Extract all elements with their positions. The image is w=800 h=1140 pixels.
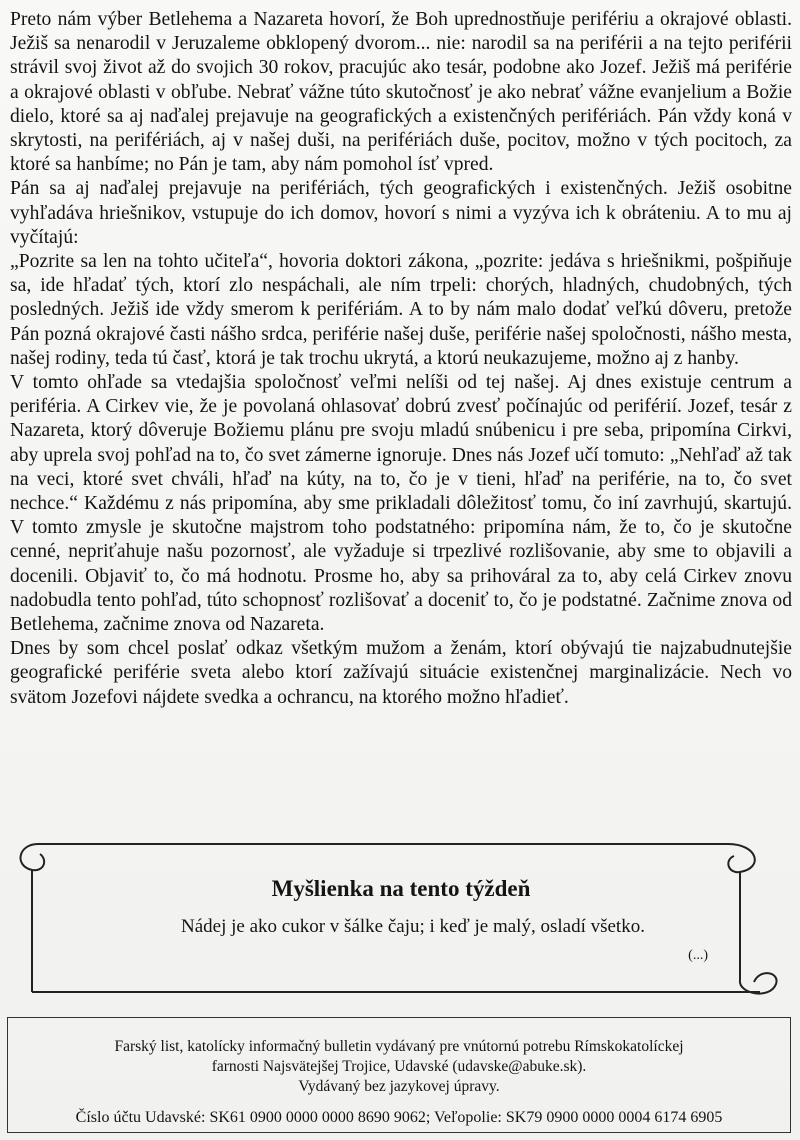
- footer-line: Farský list, katolícky informačný bulletin vydávaný pre vnútornú potrebu Rímskokatolíckej: [114, 1038, 684, 1055]
- thought-text: Nádej je ako cukor v šálke čaju; i keď je malý, osladí všetko.: [181, 916, 645, 937]
- footer-line: Vydávaný bez jazykovej úpravy.: [298, 1078, 500, 1095]
- article-paragraph: V tomto ohľade sa vtedajšia spoločnosť veľmi nelíši od tej našej. Aj dnes existuje centrum a periféria. A Cirkev vie, že je povolaná ohlasovať dobrú zvesť počínajúc od periférií. Jozef, tesár z Nazareta, ktorý dôveruje Božiemu plánu pre svoju mladú snúbenicu i pre seba, pripomína Cirkvi, aby uprela svoj pohľad na to, čo svet zámerne ignoruje. Dnes nás Jozef učí tomuto: „Nehľaď až tak na veci, ktoré svet chváli, hľaď na kúty, na to, čo je v tieni, hľaď na periférie, na to, čo svet nechce.“ Každému z nás pripomína, aby sme prikladali dôležitosť tomu, čo iní zavrhujú, skartujú. V tomto zmysle je skutočne majstrom toho podstatného: pripomína nám, že to, čo je skutočne cenné, nepriťahuje našu pozornosť, ale vyžaduje si trpezlivé rozlišovanie, aby sme to objavili a docenili. Objaviť to, čo má hodnotu. Prosme ho, aby sa prihováral za to, aby celá Cirkev znovu nadobudla tento pohľad, túto schopnosť rozlišovať a doceniť to, čo je podstatné. Začnime znova od Betlehema, začnime znova od Nazareta.: [10, 372, 792, 636]
- article-body: [10, 8, 792, 710]
- article-paragraph: Preto nám výber Betlehema a Nazareta hovorí, že Boh uprednostňuje perifériu a okrajové oblasti. Ježiš sa nenarodil v Jeruzaleme obklopený dvorom... nie: narodil sa na periférii a na tejto periférii strávil svoj život až do svojich 30 rokov, pracujúc ako tesár, podobne ako Jozef. Ježiš má periférie a okrajové oblasti v obľube. Nebrať vážne túto skutočnosť je ako nebrať vážne evanjelium a Božie dielo, ktoré sa aj naďalej prejavuje na geografických a existenčných perifériách. Pán vždy koná v skrytosti, na perifériách, aj v našej duši, na perifériách duše, pocitov, možno v tých pocitoch, za ktoré sa hanbíme; no Pán je tam, aby nám pomohol ísť vpred.: [10, 9, 792, 176]
- article-paragraph: Dnes by som chcel poslať odkaz všetkým mužom a ženám, ktorí obývajú tie najzabudnutejšie geografické periférie sveta alebo ktorí zažívajú situácie existenčnej marginalizácie. Nech vo svätom Jozefovi nájdete svedka a ochrancu, na ktorého možno hľadieť.: [10, 638, 792, 708]
- footer-line: farnosti Najsvätejšej Trojice, Udavské (udavske@abuke.sk).: [211, 1058, 587, 1075]
- thought-title: Myšlienka na tento týždeň: [271, 876, 531, 901]
- article-paragraph: Pán sa aj naďalej prejavuje na perifériách, tých geografických i existenčných. Ježiš osobitne vyhľadáva hriešnikov, vstupuje do ich domov, hovorí s nimi a vyzýva ich k obráteniu. A to mu aj vyčítajú:: [10, 178, 792, 248]
- thought-ellipsis: (...): [688, 948, 708, 963]
- article-paragraph: „Pozrite sa len na tohto učiteľa“, hovoria doktori zákona, „pozrite: jedáva s hriešnikmi, pošpiňuje sa, ide hľadať tých, ktorí zlo nespáchali, ale ním trpeli: chorých, hladných, chudobných, tých posledných. Ježiš ide vždy smerom k perifériám. A to by nám malo dodať veľkú dôveru, pretože Pán pozná okrajové časti nášho srdca, periférie našej duše, periférie našej spoločnosti, nášho mesta, našej rodiny, teda tú časť, ktorá je tak trochu ukrytá, a ktorú neukazujeme, možno aj z hanby.: [10, 251, 792, 369]
- footer-box: [7, 1017, 791, 1133]
- footer-bank-accounts: Číslo účtu Udavské: SK61 0900 0000 0000 8690 9062; Veľopolie: SK79 0900 0000 0004 6174 6905: [75, 1109, 723, 1126]
- thought-of-the-week-scroll: [10, 832, 792, 1006]
